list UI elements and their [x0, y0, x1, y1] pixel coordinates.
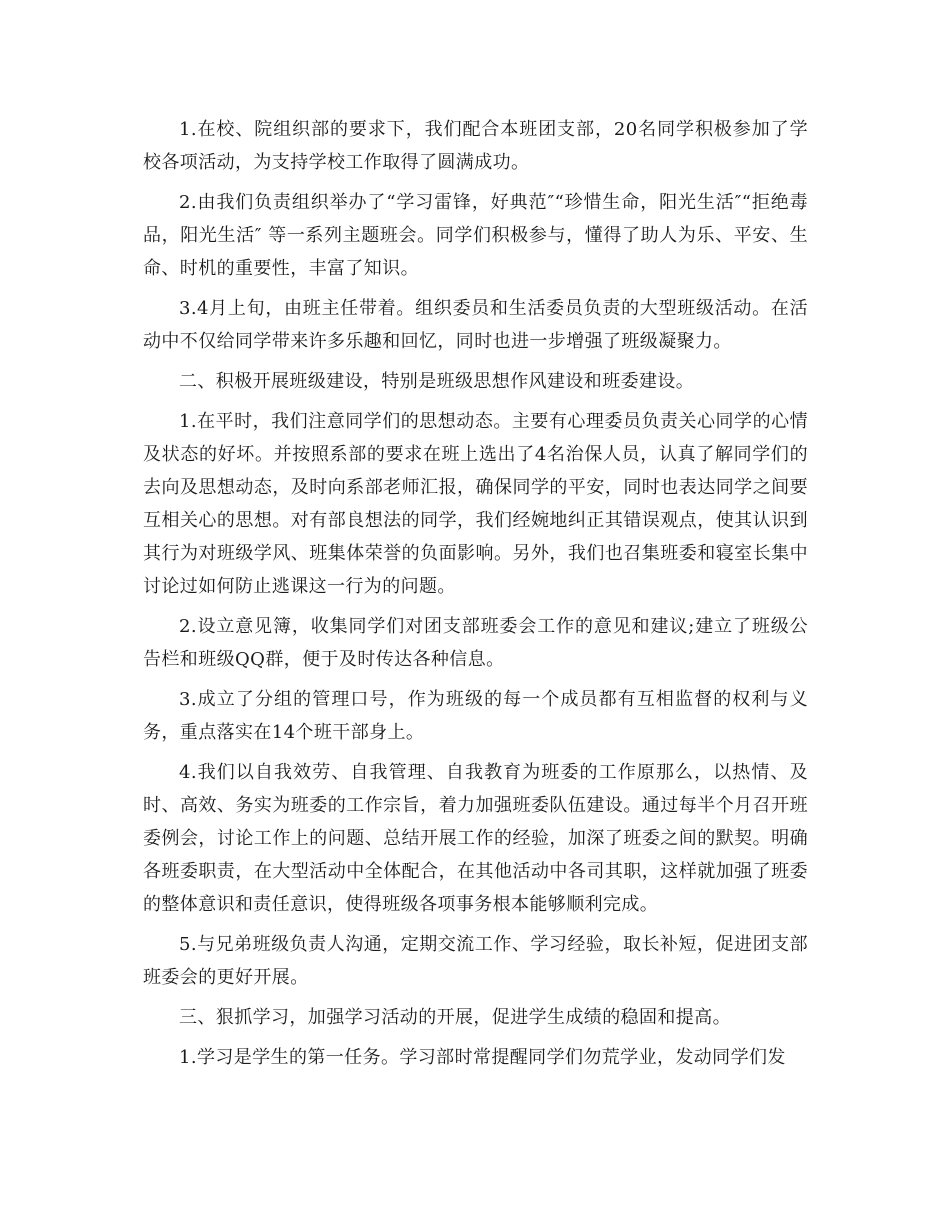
- paragraph-3: 3.4月上旬，由班主任带着。组织委员和生活委员负责的大型班级活动。在活动中不仅给同学带来许多乐趣和回忆，同时也进一步增强了班级凝聚力。: [143, 298, 808, 352]
- paragraph-6: 3.成立了分组的管理口号，作为班级的每一个成员都有互相监督的权利与义务，重点落实在14个班干部身上。: [143, 689, 808, 743]
- paragraph-5: 2.设立意见簿，收集同学们对团支部班委会工作的意见和建议;建立了班级公告栏和班级QQ群，便于及时传达各种信息。: [143, 616, 808, 670]
- paragraph-2: 2.由我们负责组织举办了“学习雷锋，好典范″“珍惜生命，阳光生活″“拒绝毒品，阳光生活″ 等一系列主题班会。同学们积极参与，懂得了助人为乐、平安、生命、时机的重要性，丰富了知识。: [143, 192, 808, 279]
- paragraph-7: 4.我们以自我效劳、自我管理、自我教育为班委的工作原那么，以热情、及时、高效、务实为班委的工作宗旨，着力加强班委队伍建设。通过每半个月召开班委例会，讨论工作上的问题、总结开展工作的经验，加深了班委之间的默契。明确各班委职责，在大型活动中全体配合，在其他活动中各司其职，这样就加强了班委的整体意识和责任意识，使得班级各项事务根本能够顺利完成。: [143, 762, 808, 915]
- paragraph-4: 1.在平时，我们注意同学们的思想动态。主要有心理委员负责关心同学的心情及状态的好坏。并按照系部的要求在班上选出了4名治保人员，认真了解同学们的去向及思想动态，及时向系部老师汇报，确保同学的平安，同时也表达同学之间要互相关心的思想。对有部良想法的同学，我们经婉地纠正其错误观点，使其认识到其行为对班级学风、班集体荣誉的负面影响。另外，我们也召集班委和寝室长集中讨论过如何防止逃课这一行为的问题。: [143, 411, 808, 597]
- section-heading-2: 二、积极开展班级建设，特别是班级思想作风建设和班委建设。: [179, 371, 695, 392]
- paragraph-9: 1.学习是学生的第一任务。学习部时常提醒同学们勿荒学业，发动同学们发: [179, 1047, 786, 1068]
- paragraph-8: 5.与兄弟班级负责人沟通，定期交流工作、学习经验，取长补短，促进团支部班委会的更好开展。: [143, 934, 808, 988]
- document-body: [143, 113, 808, 1081]
- paragraph-1: 1.在校、院组织部的要求下，我们配合本班团支部，20名同学积极参加了学校各项活动，为支持学校工作取得了圆满成功。: [143, 119, 808, 173]
- section-heading-3: 三、狠抓学习，加强学习活动的开展，促进学生成绩的稳固和提高。: [179, 1007, 731, 1028]
